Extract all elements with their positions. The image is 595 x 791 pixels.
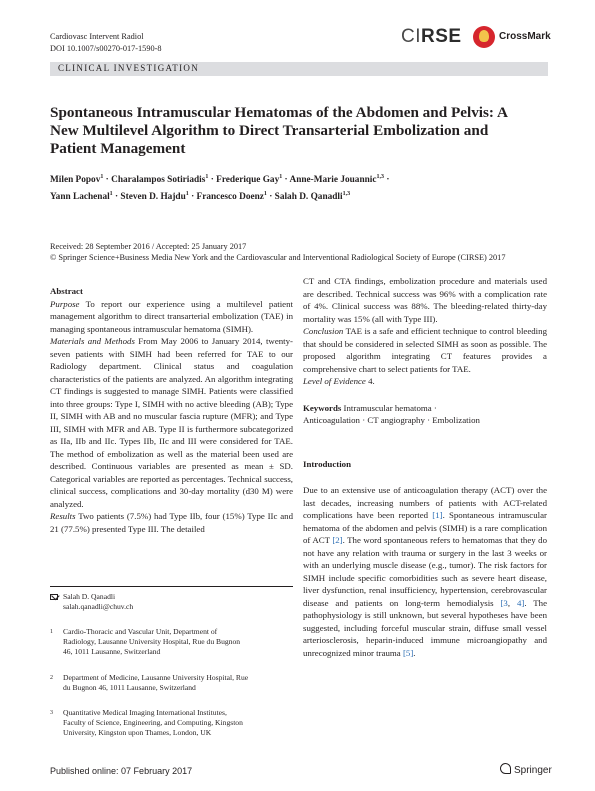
- introduction-heading: Introduction: [303, 458, 351, 469]
- author-list: Milen Popov$^1$ · Charalampos Sotiriadis$^1$ · Frederique Gay$^1$ · Anne-Marie Jouannic$^{1,3}$ · Yann Lachenal$^1$ · Steven D. Hajdu$^1$ · Francesco Doenz$^1$ · Salah D. Qanadli$^{1,3}$: [50, 174, 390, 203]
- article-dates: [50, 241, 550, 263]
- published-online: Published online: 07 February 2017: [50, 766, 193, 776]
- abstract-right-column: [303, 275, 547, 659]
- doi[interactable]: DOI 10.1007/s00270-017-1590-8: [50, 43, 162, 53]
- section-label: CLINICAL INVESTIGATION: [58, 63, 199, 73]
- affiliation-3: [50, 708, 250, 738]
- affiliation-1: [50, 627, 250, 657]
- crossmark-label[interactable]: CrossMark: [499, 31, 551, 42]
- author[interactable]: Frederique Gay$^1$: [216, 174, 283, 186]
- citation-link[interactable]: [2]: [332, 535, 343, 545]
- affiliation-number: 2: [50, 675, 53, 681]
- citation-link[interactable]: [5]: [402, 647, 414, 658]
- author[interactable]: Salah D. Qanadli$^{1,3}$: [274, 191, 351, 203]
- header-logos: [401, 26, 551, 50]
- cirse-logo[interactable]: CIRSE: [401, 26, 462, 47]
- introduction-text: Due to an extensive use of anticoagulation therapy (ACT) over the last decades, increasing numbers of patients with ACT-related complications have been reported [1]. Spontaneous intramuscular hematoma of the abdomen and pelvis (SIMH) is a rare complication of ACT [2]. The word spontaneous refers to hematomas that they do not have any relation with trauma or surgery in the last 3 weeks or with an underlying muscle disease (e.g., tumor). The risk factors for SIMH include specific comorbidities such as severe heart disease, liver dysfunction, renal insufficiency, hypertension, cerebrovascular disease and patients on long-term hemodialysis [3, 4]. The pathophysiology is still unknown, but several hypotheses have been suggested, including forceful muscular strain, diffuse small vessel arteriosclerosis, heparin-induced immune microangiopathy and unrecognized minor trauma [5].: [303, 485, 547, 658]
- affiliation-2: [50, 673, 250, 693]
- correspondence: [50, 592, 293, 612]
- citation-link[interactable]: 4]: [516, 597, 525, 608]
- crossmark-icon[interactable]: [473, 26, 495, 48]
- journal-header: [50, 31, 162, 54]
- envelope-icon: [50, 594, 58, 600]
- affiliation-text: Cardio-Thoracic and Vascular Unit, Department of Radiology, Lausanne University Hospital, Rue du Bugnon 46, 1011 Lausanne, Switzerland: [63, 627, 241, 657]
- abstract-left-column: [50, 285, 293, 535]
- level-of-evidence: Level of Evidence 4.: [303, 376, 375, 386]
- section-bar: [50, 62, 548, 76]
- author[interactable]: Francesco Doenz$^1$: [196, 191, 267, 203]
- abstract-methods: Materials and Methods From May 2006 to January 2014, twenty-seven patients with SIMH had been referred for TAE to our Radiology department. Clinical status and coagulation characteristics of the patients are analyzed. An algorithm integrating CT findings is suggested to manage SIMH. Patients were classified into three groups: Type I, SIMH with no active bleeding (AB); Type II, SIMH with AB and no muscular fascia rupture (MFR); and Type III, SIMH with MFR and AB. Type II is furthermore subcategorized as IIa, IIb and IIc. Types IIb, IIc and III were considered for TAE. The method of embolization as well as the material been used are described. Continuous variables are presented as mean ± SD. Categorical variables are reported as percentages. Technical success, clinical success, complications and 30-day mortality (d30 M) were analyzed.: [50, 336, 293, 509]
- author[interactable]: Charalampos Sotiriadis$^1$: [111, 174, 209, 186]
- author[interactable]: Yann Lachenal$^1$: [50, 191, 113, 203]
- publisher-name: Springer: [514, 765, 552, 776]
- springer-footer: [500, 763, 552, 776]
- author[interactable]: Steven D. Hajdu$^1$: [120, 191, 189, 203]
- correspondence-name: Salah D. Qanadli: [63, 592, 116, 601]
- copyright: © Springer Science+Business Media New York and the Cardiovascular and Interventional Radiological Society of Europe (CIRSE) 2017: [50, 253, 506, 262]
- author[interactable]: Anne-Marie Jouannic$^{1,3}$: [289, 174, 385, 186]
- abstract-results-continued: CT and CTA findings, embolization procedure and materials used are described. Technical success was 96% with a complication rate of 4%. Clinical success was 88%. The bleeding-related thirty-day mortality was 15% (all with Type III).: [303, 276, 547, 324]
- keywords: Keywords Intramuscular hematoma · Anticoagulation · CT angiography · Embolization: [303, 402, 480, 425]
- author[interactable]: Milen Popov$^1$: [50, 174, 104, 186]
- received-accepted: Received: 28 September 2016 / Accepted: 25 January 2017: [50, 242, 247, 251]
- springer-horse-icon: [500, 763, 511, 774]
- abstract-results: Results Two patients (7.5%) had Type IIb, four (15%) Type IIc and 21 (77.5%) presented Type III. The detailed: [50, 511, 293, 534]
- abstract-conclusion: Conclusion TAE is a safe and efficient technique to control bleeding that should be considered in selected SIMH as soon as possible. The proposed algorithm integrating CT features provides a comprehensive chart to select patients for TAE.: [303, 326, 547, 374]
- abstract-heading: Abstract: [50, 286, 83, 296]
- abstract-purpose: Purpose To report our experience using a multilevel patient management algorithm to direct transarterial embolization (TAE) in managing spontaneous intramuscular hematoma (SIMH).: [50, 298, 293, 334]
- citation-link[interactable]: [1]: [432, 510, 443, 520]
- affiliation-number: 3: [50, 710, 53, 716]
- affiliation-text: Department of Medicine, Lausanne University Hospital, Rue du Bugnon 46, 1011 Lausanne, Switzerland: [63, 673, 249, 693]
- correspondence-email[interactable]: salah.qanadli@chuv.ch: [63, 602, 134, 612]
- article-title: Spontaneous Intramuscular Hematomas of the Abdomen and Pelvis: A New Multilevel Algorithm to Direct Transarterial Embolization and Patient Management: [50, 104, 508, 157]
- affiliation-text: Quantitative Medical Imaging International Institutes, Faculty of Science, Engineering, and Computing, Kingston University, Kingston upon Thames, London, UK: [63, 708, 243, 738]
- affiliation-number: 1: [50, 629, 53, 635]
- journal-name: Cardiovasc Intervent Radiol: [50, 32, 144, 41]
- footnote-divider: [50, 586, 293, 587]
- citation-link[interactable]: [3: [500, 597, 508, 608]
